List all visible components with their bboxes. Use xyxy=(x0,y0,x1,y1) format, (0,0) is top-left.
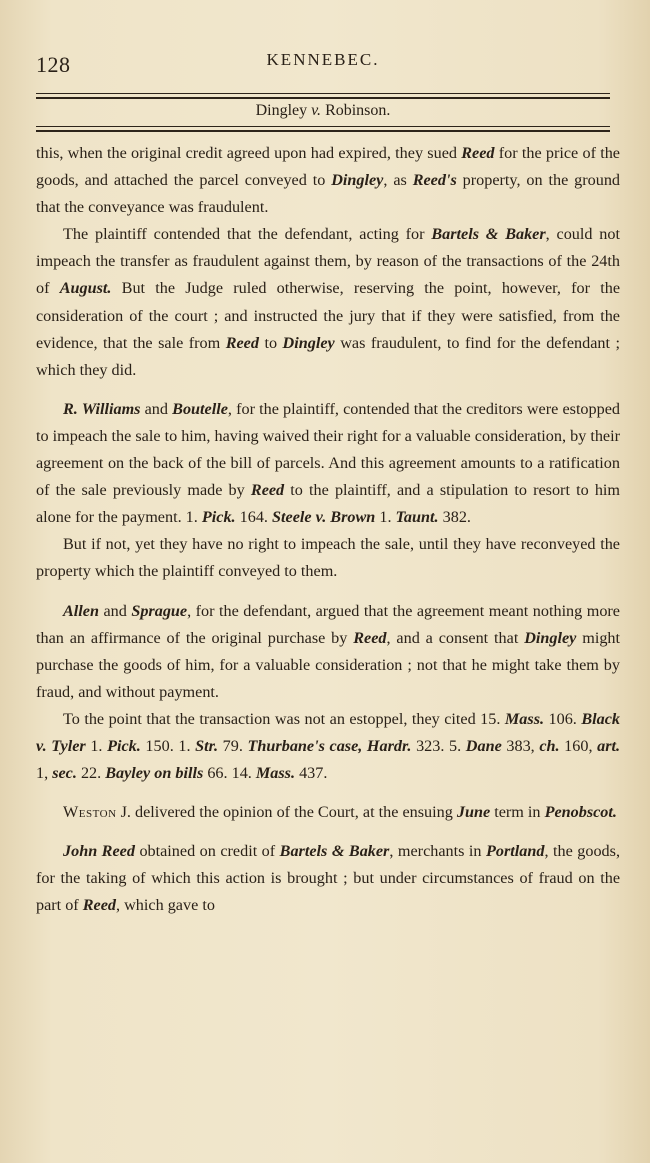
italic-text: sec. xyxy=(52,764,77,783)
text-run: But if not, yet they have no right to impeach the sale, until they have reconveyed the property which the plaintiff conveyed to them. xyxy=(36,535,620,581)
italic-text: Reed xyxy=(353,628,387,647)
text-run: , for the defendant, argued that the agreement meant nothing more than an affirmance of the original purchase by xyxy=(36,601,620,647)
italic-text: art. xyxy=(597,736,621,755)
small-caps-text: Weston xyxy=(63,803,117,822)
italic-text: Thurbane's case, Hardr. xyxy=(247,736,412,755)
text-run: 164. xyxy=(235,508,273,527)
text-run: , which gave to xyxy=(116,896,215,915)
italic-text: Boutelle xyxy=(172,399,228,418)
text-run: 1. xyxy=(85,736,108,755)
text-run: to xyxy=(258,333,283,352)
text-run: To the point that the transaction was not an estoppel, they cited 15. xyxy=(63,709,505,728)
italic-text: Dingley xyxy=(331,171,384,190)
case-versus: v. xyxy=(311,102,322,119)
italic-text: Taunt. xyxy=(395,508,439,527)
text-run: 1, xyxy=(36,764,53,783)
text-run: might purchase the goods of him, for a valuable consideration ; not that he might take them by fraud, and without payment. xyxy=(36,628,621,701)
caption-rule-thin xyxy=(36,126,610,127)
text-run: , merchants in xyxy=(389,842,486,861)
italic-text: Dingley xyxy=(282,333,335,352)
text-run: 22. xyxy=(76,764,106,783)
text-run: to the plaintiff, and a stipulation to resort to him alone for the payment. 1. xyxy=(36,481,621,527)
case-plaintiff: Dingley xyxy=(255,102,308,119)
text-run: 382. xyxy=(438,508,471,527)
italic-text: Portland xyxy=(486,842,545,861)
text-run: and xyxy=(140,399,173,418)
paragraph xyxy=(36,706,620,787)
header-rule-thin xyxy=(36,93,610,94)
running-head xyxy=(36,48,610,78)
body-text xyxy=(36,140,620,920)
text-run: term in xyxy=(490,803,545,822)
text-run: 437. xyxy=(295,764,328,783)
text-run: 383, xyxy=(501,736,540,755)
italic-text: R. Williams xyxy=(63,399,141,418)
text-run: this, when the original credit agreed upon had expired, they sued xyxy=(36,144,462,162)
text-run: , could not impeach the transfer as fraudulent against them, by reason of the transactions of the 24th of xyxy=(36,225,620,298)
italic-text: Mass. xyxy=(504,709,545,728)
text-run: 66. 14. xyxy=(203,764,256,783)
italic-text: Allen xyxy=(63,601,99,620)
text-run: property, on the ground that the conveyance was fraudulent. xyxy=(36,171,621,217)
paragraph xyxy=(36,140,620,221)
italic-text: Pick. xyxy=(107,736,141,755)
italic-text: Bartels & Baker xyxy=(431,225,546,244)
italic-text: Dingley xyxy=(524,628,577,647)
text-run: The plaintiff contended that the defendant, acting for xyxy=(63,225,432,244)
case-caption xyxy=(36,102,610,120)
text-run: J. delivered the opinion of the Court, at the ensuing xyxy=(116,803,457,822)
text-run: and xyxy=(98,601,132,620)
paragraph xyxy=(36,598,620,706)
running-title: KENNEBEC. xyxy=(266,50,380,69)
italic-text: Mass. xyxy=(255,764,296,783)
italic-text: Bayley on bills xyxy=(105,764,204,783)
text-run: 150. 1. xyxy=(140,736,196,755)
page-number: 128 xyxy=(36,52,71,77)
italic-text: Reed's xyxy=(412,171,457,190)
italic-text: Steele v. Brown xyxy=(272,508,376,527)
paragraph xyxy=(36,396,620,531)
text-run: was fraudulent, to find for the defendant ; which they did. xyxy=(36,333,621,379)
paragraph xyxy=(36,799,620,826)
text-run: , the goods, for the taking of which this action is brought ; but under circumstances of fraud on the part of xyxy=(36,842,620,915)
paragraph xyxy=(36,531,620,585)
paragraph xyxy=(36,838,620,919)
header-rule-thick xyxy=(36,97,610,99)
italic-text: Reed xyxy=(250,481,285,500)
text-run: obtained on credit of xyxy=(134,842,280,861)
text-run: 323. 5. xyxy=(411,736,466,755)
paragraph xyxy=(36,221,620,384)
text-run: for the price of the goods, and attached the parcel conveyed to xyxy=(36,144,620,190)
text-run: , and a consent that xyxy=(386,628,525,647)
italic-text: Reed xyxy=(82,896,117,915)
italic-text: June xyxy=(456,803,491,822)
italic-text: Sprague xyxy=(131,601,188,620)
italic-text: ch. xyxy=(539,736,560,755)
text-run: But the Judge ruled otherwise, reserving the point, however, for the consideration of the court ; and instructed the jury that if they were satisfied, from the evidence, that the sale from xyxy=(36,279,621,352)
italic-text: Reed xyxy=(461,144,495,162)
text-run: , for the plaintiff, contended that the creditors were estopped to impeach the sale to him, having waived their right for a valuable consideration, by their agreement on the back of the bill of parcels. And this agreement amounts to a ratification of the sale previously made by xyxy=(36,399,620,500)
text-run: 1. xyxy=(375,508,396,527)
text-run: , as xyxy=(383,171,413,190)
italic-text: John Reed xyxy=(63,842,135,861)
italic-text: Pick. xyxy=(201,508,236,527)
case-defendant: Robinson. xyxy=(325,102,391,119)
italic-text: Dane xyxy=(465,736,502,755)
text-run: 79. xyxy=(218,736,248,755)
italic-text: Str. xyxy=(195,736,219,755)
italic-text: August. xyxy=(59,279,112,298)
italic-text: Penobscot. xyxy=(544,803,617,822)
text-run: 160, xyxy=(559,736,598,755)
caption-rule-thick xyxy=(36,130,610,132)
italic-text: Bartels & Baker xyxy=(279,842,390,861)
italic-text: Reed xyxy=(225,333,259,352)
text-run: 106. xyxy=(544,709,582,728)
italic-text: Black v. Tyler xyxy=(36,709,621,755)
